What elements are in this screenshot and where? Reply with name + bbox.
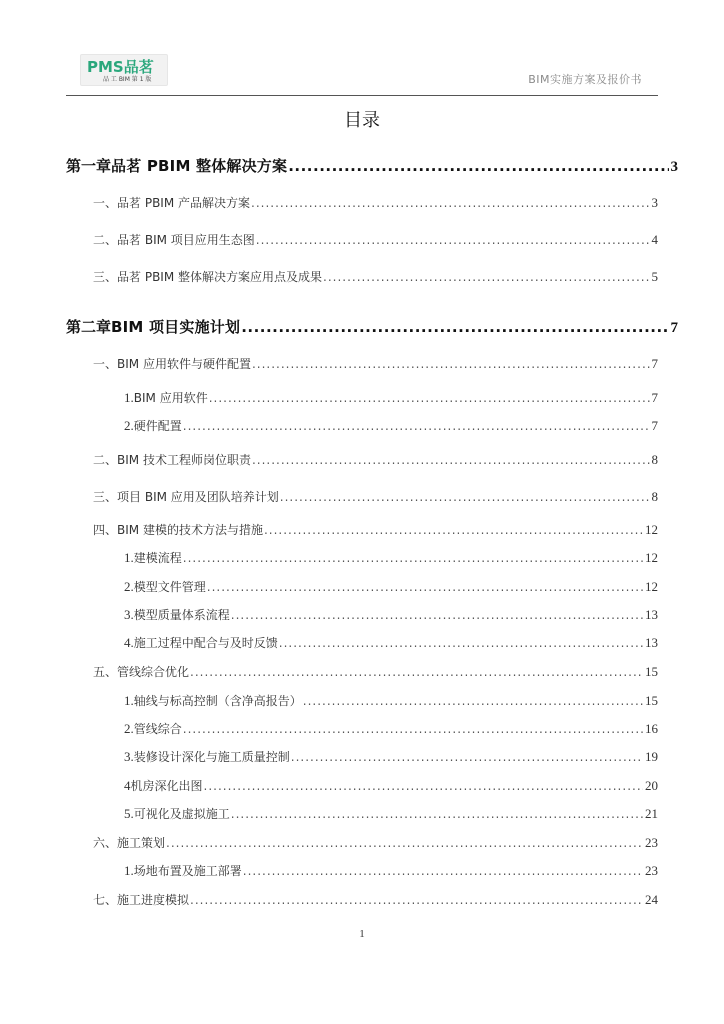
toc-entry-number: 二、 xyxy=(93,453,118,467)
toc-entry-sub[interactable] xyxy=(124,606,658,623)
toc-leader-dots xyxy=(231,807,643,821)
toc-leader-dots xyxy=(190,893,643,907)
toc-entry-number: 二、 xyxy=(93,233,118,247)
logo-wordmark: PMS品茗 xyxy=(87,58,154,76)
toc-entry-page: 16 xyxy=(645,721,658,736)
toc-entry-section[interactable] xyxy=(93,488,658,505)
toc-entry-page: 23 xyxy=(645,835,658,850)
toc-entry-text: BIM 技术工程师岗位职责 xyxy=(117,453,251,467)
toc-entry-page: 15 xyxy=(645,693,658,708)
toc-leader-dots xyxy=(323,270,649,284)
toc-leader-dots xyxy=(183,551,643,565)
toc-entry-number: 第二章 xyxy=(66,318,112,336)
toc-entry-page: 7 xyxy=(651,356,658,371)
toc-entry-number: 2. xyxy=(124,418,134,433)
toc-entry-text: 场地布置及施工部署 xyxy=(133,864,242,878)
toc-entry-section[interactable] xyxy=(93,268,658,285)
toc-leader-dots xyxy=(264,523,643,537)
toc-entry-text: 可视化及虚拟施工 xyxy=(133,807,230,821)
toc-leader-dots xyxy=(251,196,649,210)
toc-entry-chapter[interactable] xyxy=(66,316,678,337)
toc-entry-page: 21 xyxy=(645,806,658,821)
toc-entry-number: 4. xyxy=(124,635,134,650)
toc-entry-page: 13 xyxy=(645,635,658,650)
toc-entry-page: 24 xyxy=(645,892,658,907)
toc-entry-number: 三、 xyxy=(93,490,118,504)
toc-entry-sub[interactable] xyxy=(124,417,658,434)
toc-entry-number: 1. xyxy=(124,863,134,878)
toc-leader-dots xyxy=(256,233,650,247)
toc-entry-number: 3. xyxy=(124,607,134,622)
toc-entry-text: 装修设计深化与施工质量控制 xyxy=(133,750,290,764)
toc-entry-page: 7 xyxy=(670,320,678,336)
toc-entry-page: 3 xyxy=(670,159,678,175)
toc-entry-page: 13 xyxy=(645,607,658,622)
toc-entry-text: 建模流程 xyxy=(133,551,182,565)
toc-entry-page: 23 xyxy=(645,863,658,878)
toc-entry-text: BIM 应用软件 xyxy=(133,391,208,405)
toc-entry-text: BIM 建模的技术方法与措施 xyxy=(117,523,263,537)
toc-leader-dots xyxy=(166,836,643,850)
toc-entry-text: 品茗 PBIM 产品解决方案 xyxy=(117,196,251,210)
toc-entry-text: BIM 项目实施计划 xyxy=(111,318,241,336)
toc-leader-dots xyxy=(190,665,643,679)
toc-entry-section[interactable] xyxy=(93,231,658,248)
toc-entry-sub[interactable] xyxy=(124,862,658,879)
toc-leader-dots xyxy=(183,419,650,433)
toc-entry-chapter[interactable] xyxy=(66,155,678,176)
toc-leader-dots xyxy=(252,453,650,467)
toc-leader-dots xyxy=(243,864,643,878)
toc-leader-dots xyxy=(280,490,650,504)
header-divider xyxy=(66,95,658,96)
toc-entry-section[interactable] xyxy=(93,891,658,908)
toc-leader-dots xyxy=(303,694,643,708)
toc-entry-number: 三、 xyxy=(93,270,118,284)
toc-entry-text: 品茗 PBIM 整体解决方案 xyxy=(111,157,288,175)
toc-entry-section[interactable] xyxy=(93,451,658,468)
toc-entry-sub[interactable] xyxy=(124,748,658,765)
toc-entry-section[interactable] xyxy=(93,834,658,851)
toc-leader-dots xyxy=(207,580,643,594)
document-title: BIM实施方案及报价书 xyxy=(528,73,642,86)
toc-entry-text: 施工过程中配合与及时反馈 xyxy=(133,636,278,650)
toc-entry-sub[interactable] xyxy=(124,549,658,566)
toc-entry-text: 施工策划 xyxy=(117,836,166,850)
toc-entry-sub[interactable] xyxy=(124,578,658,595)
toc-leader-dots xyxy=(252,357,650,371)
toc-entry-page: 5 xyxy=(651,269,658,284)
toc-title: 目录 xyxy=(344,110,380,131)
toc-entry-section[interactable] xyxy=(93,355,658,372)
toc-leader-dots xyxy=(288,157,668,175)
toc-entry-text: 硬件配置 xyxy=(133,419,182,433)
toc-leader-dots xyxy=(241,318,668,336)
toc-entry-number: 第一章 xyxy=(66,157,112,175)
toc-entry-number: 1. xyxy=(124,550,134,565)
toc-entry-page: 7 xyxy=(651,418,658,433)
toc-entry-page: 12 xyxy=(645,522,658,537)
toc-entry-section[interactable] xyxy=(93,194,658,211)
toc-entry-number: 七、 xyxy=(93,893,118,907)
toc-leader-dots xyxy=(231,608,643,622)
toc-entry-sub[interactable] xyxy=(124,692,658,709)
toc-entry-page: 8 xyxy=(651,489,658,504)
toc-leader-dots xyxy=(209,391,650,405)
toc-entry-number: 五、 xyxy=(93,665,118,679)
toc-leader-dots xyxy=(183,722,643,736)
toc-entry-page: 7 xyxy=(651,390,658,405)
toc-entry-text: 品茗 BIM 项目应用生态图 xyxy=(117,233,255,247)
toc-entry-sub[interactable] xyxy=(124,634,658,651)
toc-leader-dots xyxy=(204,779,643,793)
toc-entry-text: 品茗 PBIM 整体解决方案应用点及成果 xyxy=(117,270,323,284)
toc-entry-text: BIM 应用软件与硬件配置 xyxy=(117,357,251,371)
toc-entry-number: 2. xyxy=(124,579,134,594)
toc-entry-text: 模型质量体系流程 xyxy=(133,608,230,622)
toc-entry-sub[interactable] xyxy=(124,805,658,822)
toc-entry-text: 机房深化出图 xyxy=(130,779,203,793)
company-logo xyxy=(80,54,168,86)
toc-entry-page: 15 xyxy=(645,664,658,679)
toc-entry-number: 1. xyxy=(124,390,134,405)
toc-entry-number: 3. xyxy=(124,749,134,764)
toc-entry-page: 8 xyxy=(651,452,658,467)
toc-entry-number: 4 xyxy=(124,778,131,793)
toc-entry-number: 2. xyxy=(124,721,134,736)
toc-entry-number: 六、 xyxy=(93,836,118,850)
toc-entry-page: 3 xyxy=(651,195,658,210)
toc-entry-number: 5. xyxy=(124,806,134,821)
toc-entry-text: 项目 BIM 应用及团队培养计划 xyxy=(117,490,279,504)
toc-entry-page: 20 xyxy=(645,778,658,793)
toc-entry-number: 1. xyxy=(124,693,134,708)
toc-entry-text: 管线综合 xyxy=(133,722,182,736)
page-number: 1 xyxy=(359,928,365,940)
toc-entry-text: 施工进度模拟 xyxy=(117,893,190,907)
toc-entry-sub[interactable] xyxy=(124,777,658,794)
toc-entry-sub[interactable] xyxy=(124,720,658,737)
toc-entry-page: 4 xyxy=(651,232,658,247)
toc-entry-number: 四、 xyxy=(93,523,118,537)
toc-entry-number: 一、 xyxy=(93,357,118,371)
toc-entry-page: 19 xyxy=(645,749,658,764)
toc-entry-text: 轴线与标高控制（含净高报告） xyxy=(133,694,302,708)
logo-tagline: 品 工 BIM 第 1 版 xyxy=(103,76,152,83)
toc-entry-number: 一、 xyxy=(93,196,118,210)
toc-entry-sub[interactable] xyxy=(124,389,658,406)
toc-entry-section[interactable] xyxy=(93,663,658,680)
toc-entry-text: 模型文件管理 xyxy=(133,580,206,594)
toc-entry-page: 12 xyxy=(645,579,658,594)
toc-entry-text: 管线综合优化 xyxy=(117,665,190,679)
toc-entry-page: 12 xyxy=(645,550,658,565)
toc-entry-section[interactable] xyxy=(93,521,658,538)
toc-leader-dots xyxy=(291,750,643,764)
toc-leader-dots xyxy=(279,636,643,650)
